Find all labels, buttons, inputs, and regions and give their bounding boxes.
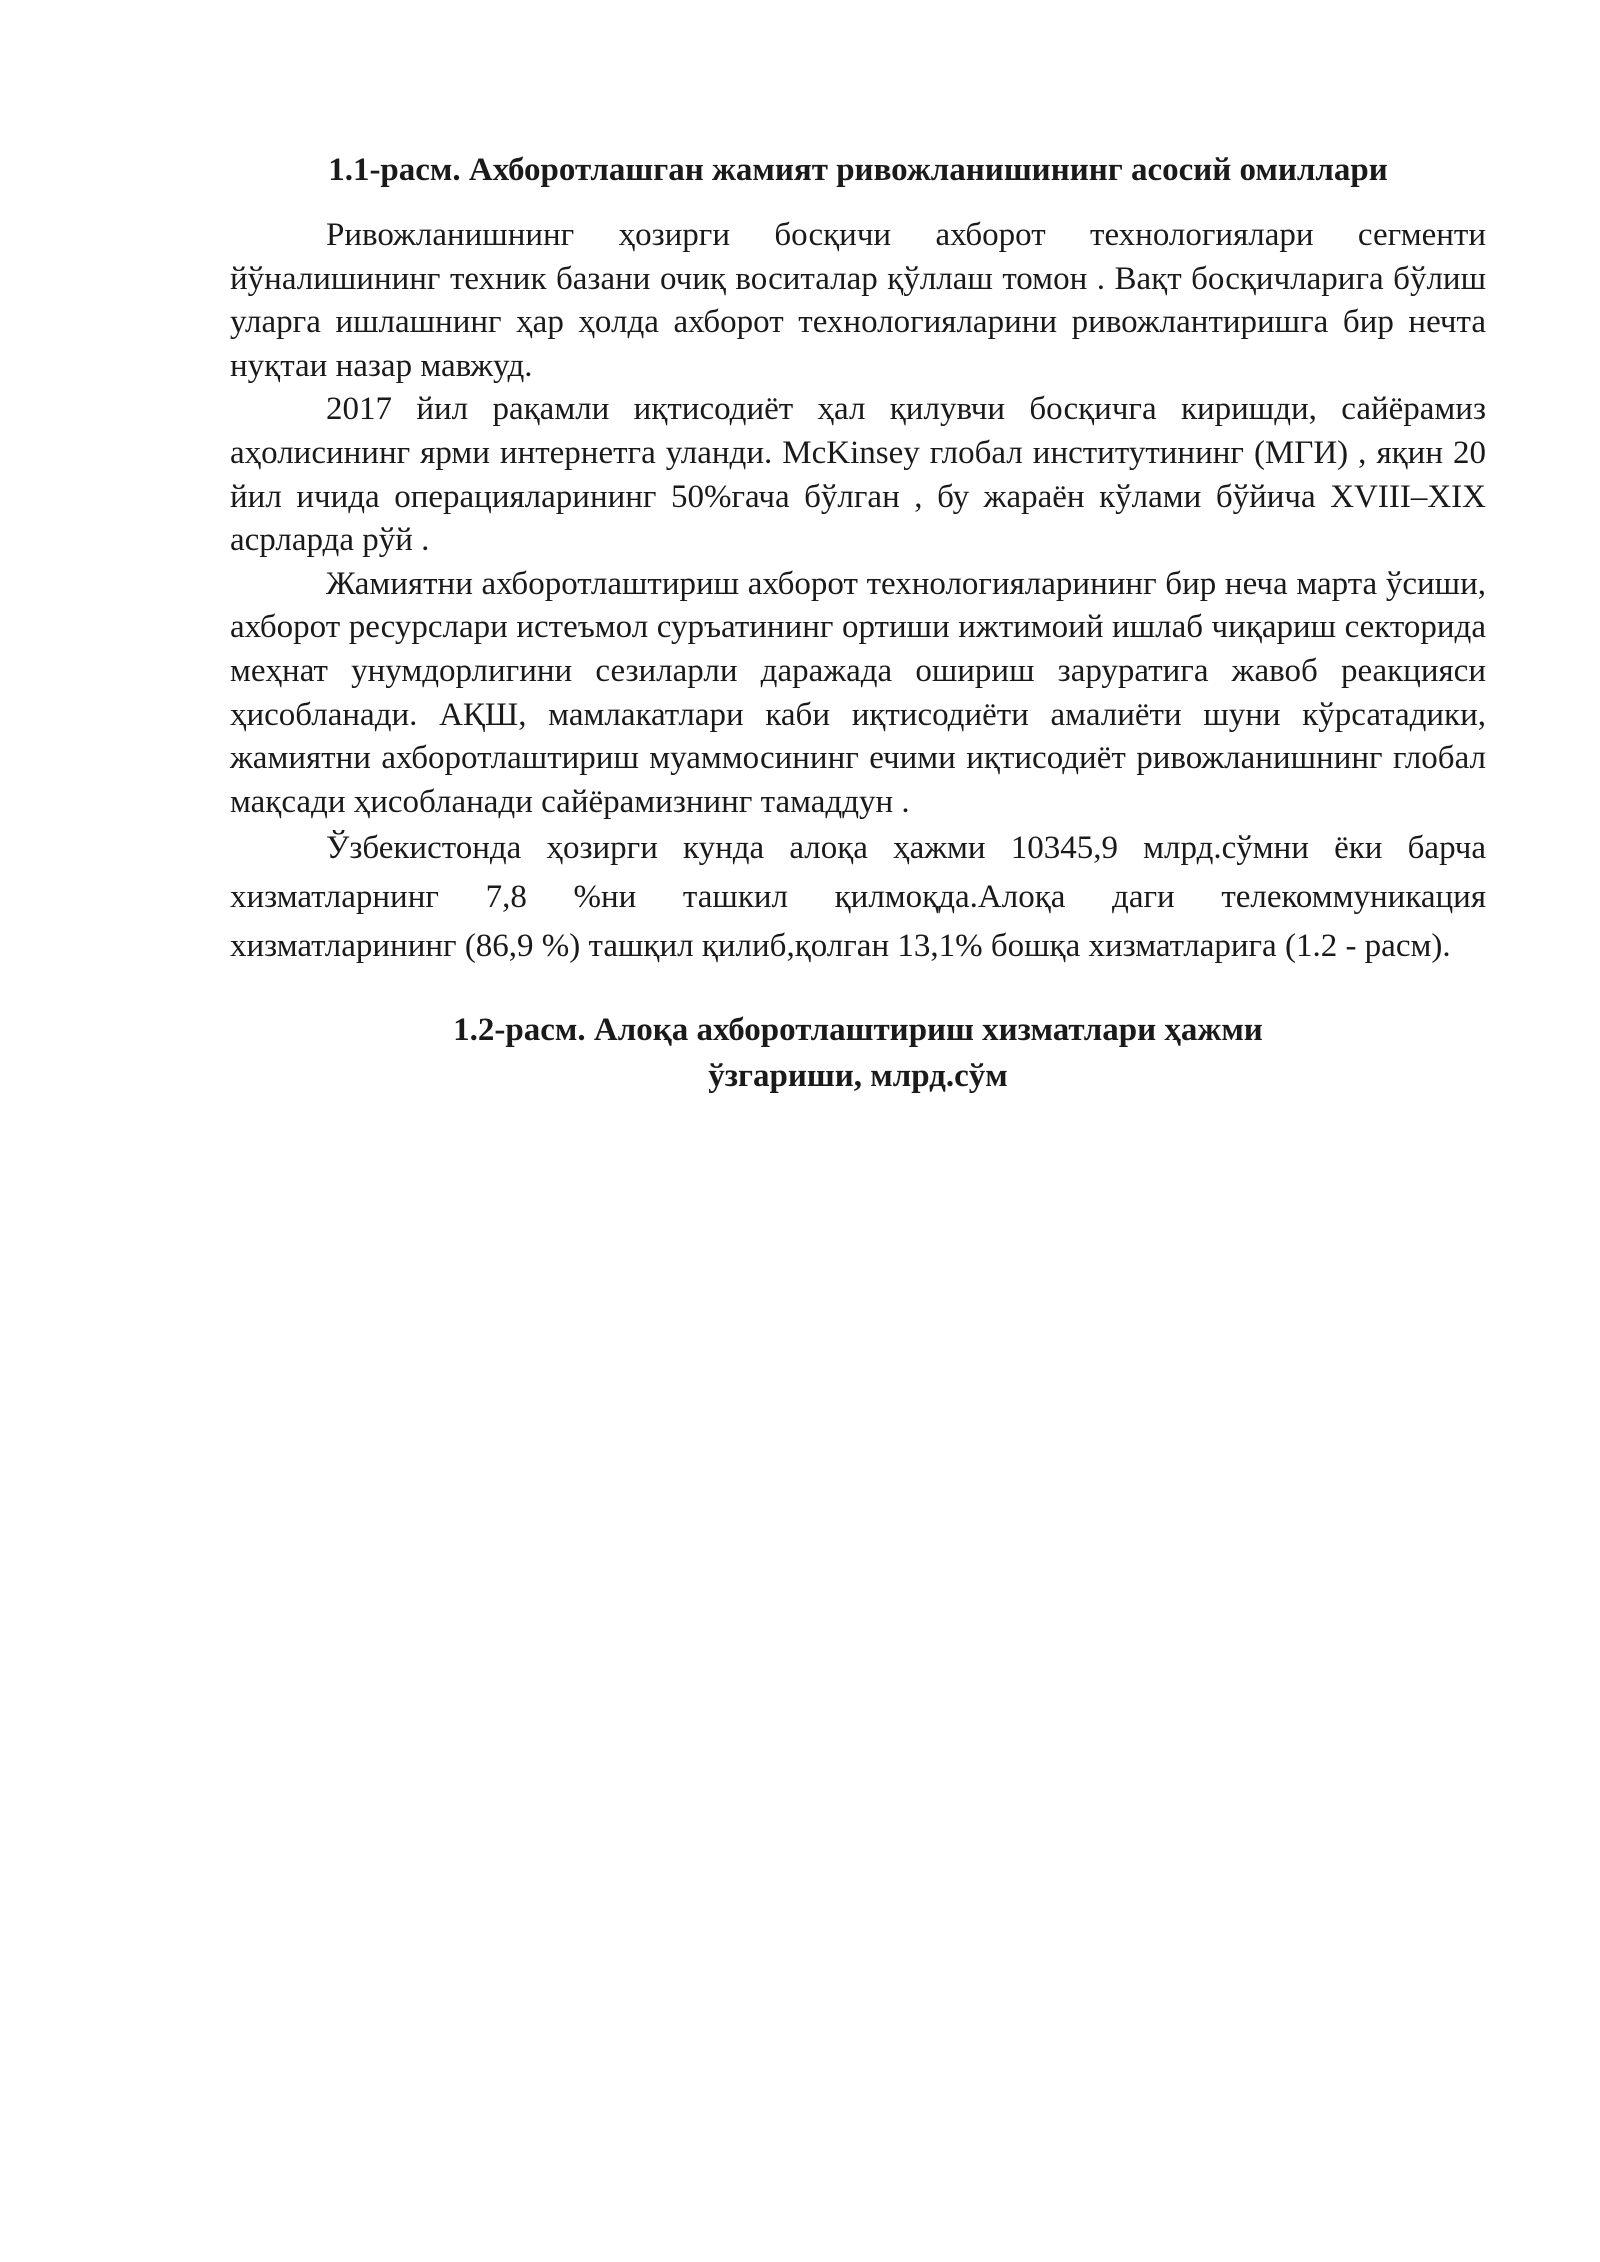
paragraph-3: Жамиятни ахборотлаштириш ахборот технологияларининг бир неча марта ўсиши, ахборот ресурслари истеъмол суръатининг ортиши ижтимоий ишлаб чиқариш секторида меҳнат унумдорлигини сезиларли даражада ошириш заруратига жавоб реакцияси ҳисобланади. АҚШ, мамлакатлари каби иқтисодиёти амалиёти шуни кўрсатадики, жамиятни ахборотлаштириш муаммосининг ечими иқтисодиёт ривожланишнинг глобал мақсади ҳисобланади сайёрамизнинг тамаддун . (230, 565, 1486, 820)
figure-1-caption: 1.1-расм. Ахборотлашган жамият ривожланишининг асосий омиллари (328, 152, 1388, 188)
figure-2-caption-line-2: ўзгариши, млрд.сўм (708, 1058, 1008, 1095)
figure-2-caption-line-1: 1.2-расм. Алоқа ахборотлаштириш хизматлари ҳажми (453, 1012, 1263, 1049)
document-page (230, 148, 1486, 1099)
body-text (230, 214, 1486, 971)
paragraph-2: 2017 йил рақамли иқтисодиёт ҳал қилувчи босқичга киришди, сайёрамиз аҳолисининг ярми интернетга уланди. McKinsey глобал институтининг (МГИ) , яқин 20 йил ичида операцияларининг 50%гача бўлган , бу жараён кўлами бўйича XVIII–XIX асрларда рўй . (230, 391, 1486, 559)
paragraph-4: Ўзбекистонда ҳозирги кунда алоқа ҳажми 10345,9 млрд.сўмни ёки барча хизматларнинг 7,8 %ни ташкил қилмоқда.Алоқа даги телекоммуникация хизматларининг (86,9 %) ташқил қилиб,қолган 13,1% бошқа хизматларига (1.2 - расм). (230, 830, 1486, 965)
figure-2-caption (230, 1007, 1486, 1099)
paragraph-1: Ривожланишнинг ҳозирги босқичи ахборот технологиялари сегменти йўналишининг техник базани очиқ воситалар қўллаш томон . Вақт босқичларига бўлиш уларга ишлашнинг ҳар ҳолда ахборот технологияларини ривожлантиришга бир нечта нуқтаи назар мавжуд. (230, 217, 1486, 384)
